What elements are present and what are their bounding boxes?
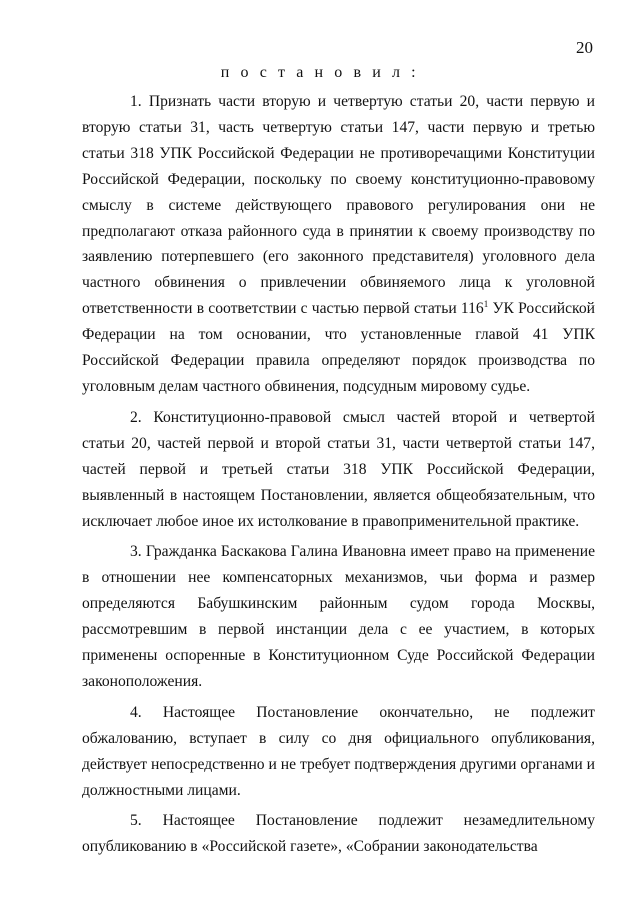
paragraph-4: 4. Настоящее Постановление окончательно, не подлежит обжалованию, вступает в силу со дня официального опубликования, действует непосредственно и не требует подтверждения другими органами и должностными лицами. <box>82 703 595 799</box>
page-number: 20 <box>576 38 593 57</box>
paragraph-5: 5. Настоящее Постановление подлежит незамедлительному опубликованию в «Российской газете», «Собрании законодательства <box>82 812 595 856</box>
document-body <box>82 89 595 865</box>
paragraph-1 <box>82 89 595 400</box>
paragraph-1-text-end: УК Российской Федерации на том основании, что установленные главой 41 УПК Российской Федерации правила определяют порядок производства по уголовным делам частного обвинения, подсудным мировому судье. <box>82 300 595 395</box>
paragraph-3: 3. Гражданка Баскакова Галина Ивановна имеет право на применение в отношении нее компенсаторных механизмов, чьи форма и размер определяются Бабушкинским районным судом города Москвы, рассмотревшим в первой инстанции дела с ее участием, в которых применены оспоренные в Конституционном Суде Российской Федерации законоположения. <box>82 543 595 690</box>
resolution-heading: п о с т а н о в и л : <box>220 64 420 81</box>
superscript-marker: 1 <box>483 299 489 310</box>
paragraph-1-text-start: 1. Признать части вторую и четвертую статьи 20, части первую и вторую статьи 31, часть четвертую статьи 147, части первую и третью статьи 318 УПК Российской Федерации не противоречащими Конституции Российской Федерации, поскольку по своему конституционно-правовому смыслу в системе действующего правового регулирования они не предполагают отказа районного суда в принятии к своему производству по заявлению потерпевшего (его законного представителя) уголовного дела частного обвинения о привлечении обвиняемого лица к уголовной ответственности в соответствии с частью первой статьи 116 <box>82 93 595 318</box>
paragraph-2: 2. Конституционно-правовой смысл частей второй и четвертой статьи 20, частей первой и второй статьи 31, части четвертой статьи 147, частей первой и третьей статьи 318 УПК Российской Федерации, выявленный в настоящем Постановлении, является общеобязательным, что исключает любое иное их истолкование в правоприменительной практике. <box>82 408 595 530</box>
